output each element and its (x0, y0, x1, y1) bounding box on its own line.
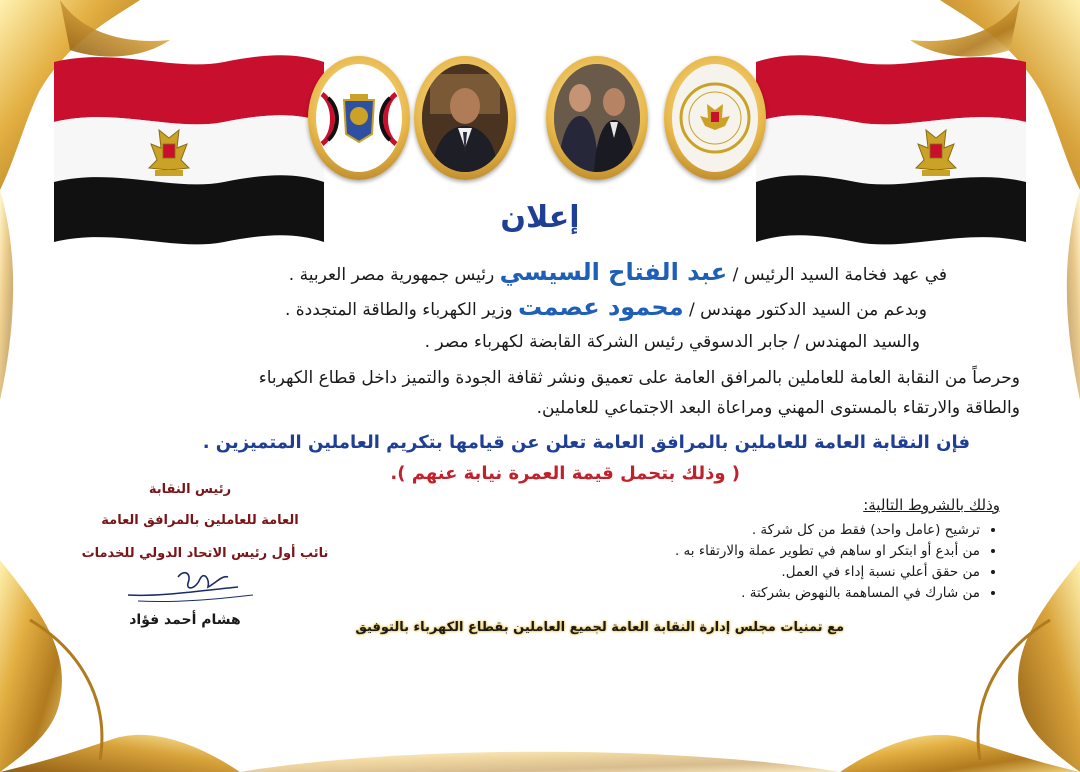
union-logo-medallion (308, 56, 410, 180)
union-logo-icon (316, 64, 402, 172)
line-minister-suffix: وزير الكهرباء والطاقة المتجددة . (284, 300, 513, 320)
condition-item: • من شارك في المساهمة بالنهوض بشركتة . (530, 583, 980, 604)
president-name: عبد الفتاح السيسي (499, 258, 728, 286)
line-president-prefix: في عهد فخامة السيد الرئيس / (732, 265, 947, 285)
page-title: إعلان (500, 200, 580, 235)
closing-wishes: مع تمنيات مجلس إدارة النقابة العامة لجميع العاملين بقطاع الكهرباء بالتوفيق (355, 620, 844, 635)
line-president-suffix: رئيس جمهورية مصر العربية . (288, 265, 495, 285)
portrait-photo (422, 64, 508, 172)
ministry-seal-icon (672, 64, 758, 172)
signature-title-2: العامة للعاملين بالمرافق العامة (101, 513, 299, 528)
condition-item: • من حقق أعلي نسبة إداء في العمل. (530, 562, 980, 583)
line-president (289, 258, 947, 286)
conditions-heading: وذلك بالشروط التالية: (863, 496, 1000, 514)
conditions-list (530, 520, 1000, 604)
signatory-name: هشام أحمد فؤاد (129, 612, 241, 628)
handwritten-signature (118, 565, 258, 610)
announcement-text: فإن النقابة العامة للعاملين بالمرافق العامة تعلن عن قيامها بتكريم العاملين المتميزين . (202, 432, 970, 453)
minister-name: محمود عصمت (518, 293, 684, 321)
umrah-note: ( وذلك بتحمل قيمة العمرة نيابة عنهم ). (390, 463, 740, 484)
condition-item: • ترشيح (عامل واحد) فقط من كل شركة . (530, 520, 980, 541)
line-chairman: والسيد المهندس / جابر الدسوقي رئيس الشركة القابضة لكهرباء مصر . (424, 332, 920, 352)
portrait-medallion-minister (414, 56, 516, 180)
ministry-seal-medallion (664, 56, 766, 180)
line-minister-prefix: وبدعم من السيد الدكتور مهندس / (688, 300, 927, 320)
condition-item: • من أبدع أو ابتكر او ساهم في تطوير عملة والارتقاء به . (530, 541, 980, 562)
portrait-medallion-officials (546, 56, 648, 180)
conditions-block (530, 496, 1000, 604)
line-minister (285, 293, 927, 321)
line-intro-continued: والطاقة والارتقاء بالمستوى المهني ومراعاة البعد الاجتماعي للعاملين. (536, 398, 1020, 418)
portrait-photo (554, 64, 640, 172)
signature-title-1: رئيس النقابة (148, 482, 232, 497)
line-intro: وحرصاً من النقابة العامة للعاملين بالمرافق العامة على تعميق ونشر ثقافة الجودة والتميز داخل قطاع الكهرباء (258, 368, 1020, 388)
signature-title-3: نائب أول رئيس الاتحاد الدولي للخدمات (81, 546, 329, 561)
